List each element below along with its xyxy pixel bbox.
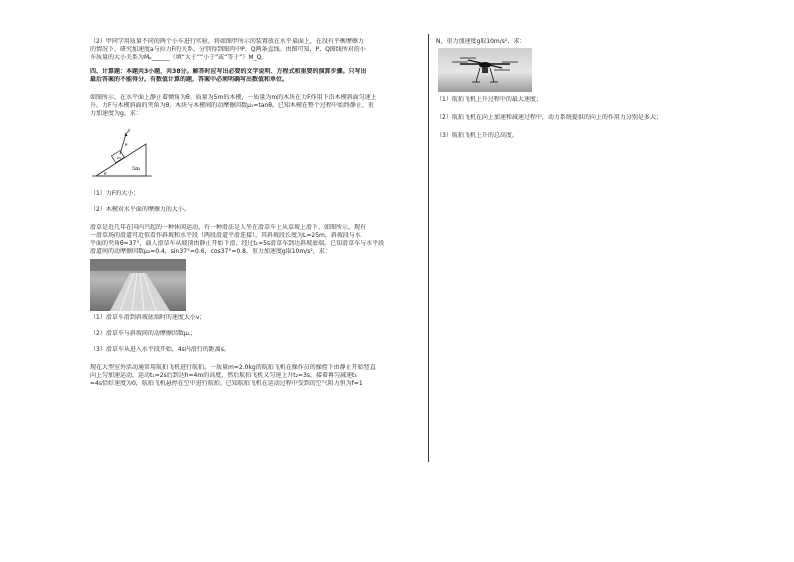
text-line: 滑草是近几年在国内兴起的一种休闲运动，有一种滑法是人坐在滑草车上从草坡上滑下，如图所示，现有 [90, 224, 367, 231]
question-drone [90, 364, 422, 388]
text-line: 车质量的大小关系为Mₚ______（填“大于”“小于”或“等于”）M_Q。 [90, 54, 268, 61]
question-part: （3）滑草车从进入水平段开始，4s内滑行的距离s。 [90, 346, 230, 353]
wedge-mass-label: 5m [132, 166, 140, 172]
text-line: 如图所示，在水平面上静止着倾角为θ、质量为5m的木楔，一质量为m的木块在力F作用下沿木楔斜面匀速上 [90, 94, 377, 101]
wedge-diagram [90, 120, 154, 184]
text-line: 滑道间的动摩擦因数μ₂=0.4，sin37°=0.6，cos37°=0.8，重力加速度g取10m/s²，求： [90, 248, 331, 255]
section-heading-line: 最后答案的不能得分。有数值计算的题，答案中必须明确写出数值和单位。 [90, 76, 289, 83]
right-column [436, 38, 716, 140]
section-heading [90, 68, 422, 84]
question-part: （1）滑草车滑到斜坡底端时的速度大小v； [90, 314, 206, 321]
question-part: （2）航拍飞机在向上加速和减速过程中，动力系统提供的向上的作用力分别是多大； [436, 114, 662, 121]
force-angle-label: θ [125, 142, 128, 147]
text-line: （2）甲同学用质量不同的两个小车进行实验，将如图甲所示的装置放在水平桌面上，在没有平衡摩擦力 [90, 38, 364, 45]
force-label: F [127, 129, 131, 135]
question-wedge [90, 94, 422, 214]
wedge-angle-label: θ [104, 171, 107, 176]
text-line: 平面的夹角θ=37°，载人滑草车从坡顶由静止开始下滑，经过t₁=5s滑草车到达斜坡底端。已知滑草车与水平段 [90, 240, 385, 247]
text-line: 力加速度为g。求： [90, 110, 142, 117]
text-line: 现在大型室外活动通常用航拍飞机进行航拍。一质量m=2.0kg的航拍飞机在操作员的操控下由静止开始竖直 [90, 364, 376, 371]
question-part: （1）航拍飞机上升过程中的最大速度； [436, 96, 542, 103]
experiment-question-part2 [90, 38, 422, 62]
question-grass-sled [90, 224, 422, 354]
grass-sledding-photo [90, 259, 186, 311]
text-line: 一滑草场的滑道可近似看作斜坡和水平段（两段滑道平滑连接）。其斜坡段长度为L=25m，斜坡段与水 [90, 232, 361, 239]
section-heading-line: 四、计算题：本题共3小题，共38分。解答时应写出必要的文字说明、方程式和重要的演算步骤。只写出 [90, 68, 367, 75]
text-line: 升，力F与木楔斜面的夹角为θ，木块与木楔间的动摩擦因数μ₁=tanθ。已知木楔在整个过程中始终静止，重 [90, 102, 374, 109]
text-line: 向上匀加速运动，运动t₁=2s后到达h=4m的高度，然后航拍飞机又匀速上升t₂=3s，接着再匀减速t₃ [90, 372, 357, 379]
left-column [90, 38, 422, 388]
question-part: （3）航拍飞机上升的总高度。 [436, 132, 518, 139]
text-line: =4s恰好速度为0，航拍飞机悬停在空中进行航拍。已知航拍飞机在运动过程中受到的空气阻力恒为f=1 [90, 380, 363, 387]
question-part: （2）滑草车与斜坡间的动摩擦因数μ₁； [90, 330, 197, 337]
column-divider [428, 34, 429, 462]
block-mass-label: m [117, 155, 121, 160]
question-part: （1）力F的大小； [90, 190, 140, 197]
question-part: （2）木楔对水平面的摩擦力的大小。 [90, 206, 190, 213]
drone-icon [438, 48, 532, 92]
drone-photo [438, 48, 532, 92]
text-line: 的情况下，研究加速度a与拉力F的关系，分别得到图丙中P、Q两条直线。由图可知，P、Q图线所对的小 [90, 46, 366, 53]
slope-lanes [90, 259, 186, 311]
text-line: N，重力加速度g取10m/s²，求： [436, 38, 526, 45]
